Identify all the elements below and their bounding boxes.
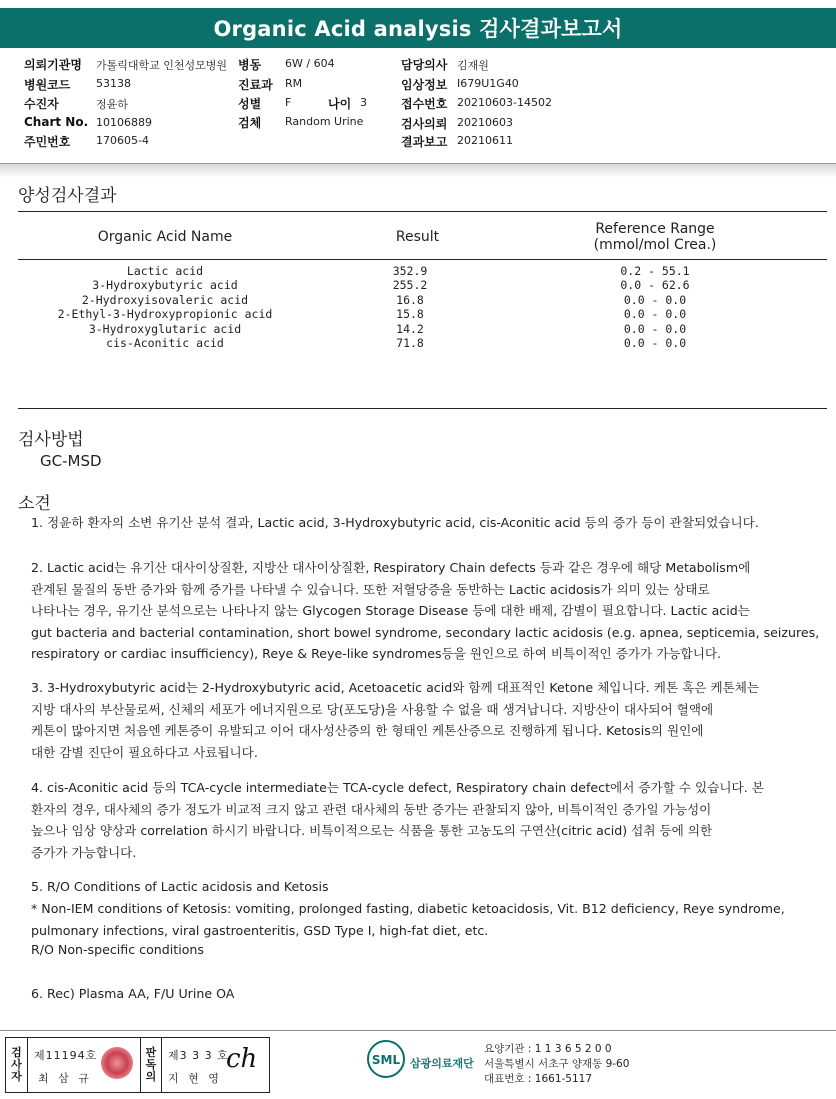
request-label: 검사의뢰 xyxy=(401,117,448,131)
hospital-code-value: 53138 xyxy=(96,77,131,90)
institution-phone: 대표번호 : 1661-5117 xyxy=(484,1073,593,1085)
finding-paragraph-3: 3. 3-Hydroxybutyric acid는 2-Hydroxybutyric acid, Acetoacetic acid와 함께 대표적인 Ketone 체입니다. 케톤 혹은 케톤체는 지방 대사의 부산물로써, 신체의 세포가 에너지원으로 당(포도당)을 사용할 수 없을 때 생겨납니다. 지방산이 대사되어 혈액에 케톤이 많아지면 처음엔 케톤증이 유발되고 이어 대사성산증의 한 형태인 케톤산증으로 진행하게 됩니다. Ketosis의 원인에 대한 감별 진단이 필요하다고 사료됩니다. xyxy=(31,680,760,760)
specimen-label: 검체 xyxy=(238,116,262,130)
result-row xyxy=(0,264,836,278)
result-value: 16.8 xyxy=(396,292,424,307)
header-reference-unit: (mmol/mol Crea.) xyxy=(593,237,717,253)
result-reference: 0.0 - 0.0 xyxy=(623,307,687,322)
resident-no-value: 170605-4 xyxy=(96,134,149,147)
result-reference: 0.0 - 0.0 xyxy=(623,292,687,307)
reader-license: 제3 3 3 호 xyxy=(168,1049,229,1062)
ward-label: 병동 xyxy=(238,58,262,72)
table-top-rule xyxy=(18,211,827,212)
patient-label: 수진자 xyxy=(24,97,59,111)
sml-logo-icon xyxy=(366,1039,406,1079)
reader-signature: ch xyxy=(226,1044,258,1074)
examiner-name: 최 삼 규 xyxy=(38,1072,92,1085)
sml-logo-name: 삼광의료재단 xyxy=(410,1057,474,1070)
resident-no-label: 주민번호 xyxy=(24,135,71,149)
examiner-license: 제11194호 xyxy=(34,1049,98,1062)
age-label: 나이 xyxy=(328,97,352,111)
finding-paragraph-2: 2. Lactic acid는 유기산 대사이상질환, 지방산 대사이상질환, Respiratory Chain defects 등과 같은 경우에 해당 Metabolism에 관계된 물질의 동반 증가와 함께 증가를 나타낼 수 있습니다. 또한 저혈당증을 동반하는 Lactic acidosis가 의미 있는 상태로 나타나는 경우, 유기산 분석으로는 나타나지 않는 Glycogen Storage Disease 등에 대한 배제, 감별이 필요합니다. Lactic acid는 gut bacteria and bacterial contamination, short bowel syndrome, secondary lactic acidosis (e.g. apnea, septicemia, seizures, respiratory or cardiac insufficiency), Reye & Reye-like syndromes등을 원인으로 하여 비특이적인 증가가 가능합니다. xyxy=(31,560,820,661)
report-date-label: 결과보고 xyxy=(401,135,448,149)
sex-value: F xyxy=(285,96,292,109)
vertical-label-char: 독 xyxy=(145,1058,157,1071)
vertical-label-char: 검 xyxy=(11,1046,22,1059)
result-value: 14.2 xyxy=(396,321,424,336)
report-footer xyxy=(0,1030,836,1099)
clinical-info-label: 임상정보 xyxy=(401,78,448,92)
clinical-info-value: I679U1G40 xyxy=(457,77,519,90)
vertical-label-char: 판 xyxy=(145,1046,157,1059)
sex-label: 성별 xyxy=(238,97,262,111)
signature-box xyxy=(5,1037,270,1093)
request-value: 20210603 xyxy=(457,116,513,129)
finding-paragraph-1: 1. 정윤하 환자의 소변 유기산 분석 결과, Lactic acid, 3-Hydroxybutyric acid, cis-Aconitic acid 등의 증가 등이 관찰되었습니다. xyxy=(31,515,759,530)
result-reference: 0.0 - 0.0 xyxy=(623,321,687,336)
patient-value: 정윤하 xyxy=(96,98,128,111)
finding-paragraph-4: 4. cis-Aconitic acid 등의 TCA-cycle intermediate는 TCA-cycle defect, Respiratory chain defect에서 증가할 수 있습니다. 본 환자의 경우, 대사체의 증가 정도가 비교적 크지 않고 관련 대사체의 동반 증가는 관찰되지 않아, 비특이적인 증가일 가능성이 높으나 임상 양상과 correlation 하시기 바랍니다. 비특이적으로는 식품을 통한 고농도의 구연산(citric acid) 섭취 등에 의한 증가가 가능합니다. xyxy=(31,780,764,860)
table-header-rule xyxy=(18,259,827,260)
result-acid-name: 3-Hydroxybutyric acid xyxy=(92,278,238,293)
result-value: 352.9 xyxy=(392,264,428,278)
institution-code: 요양기관 : 1 1 3 6 5 2 0 0 xyxy=(484,1043,612,1055)
result-acid-name: cis-Aconitic acid xyxy=(106,336,224,350)
method-value: GC-MSD xyxy=(40,452,102,470)
reader-name: 지 현 영 xyxy=(168,1072,222,1085)
result-value: 255.2 xyxy=(392,278,428,293)
report-title: Organic Acid analysis 검사결과보고서 xyxy=(0,8,836,48)
divider-shadow xyxy=(0,164,836,178)
result-reference: 0.2 - 55.1 xyxy=(620,264,690,278)
result-row xyxy=(0,336,836,350)
result-acid-name: 2-Hydroxyisovaleric acid xyxy=(81,292,249,307)
patient-info-block xyxy=(0,48,836,164)
header-acid-name: Organic Acid Name xyxy=(97,229,233,245)
vertical-label-char: 사 xyxy=(11,1058,22,1071)
institution-value: 가톨릭대학교 인천성모병원 xyxy=(96,59,228,72)
doctor-label: 담당의사 xyxy=(401,58,448,72)
receipt-label: 접수번호 xyxy=(401,97,448,111)
receipt-value: 20210603-14502 xyxy=(457,96,552,109)
examiner-label xyxy=(6,1038,28,1092)
header-reference-range: Reference Range xyxy=(595,221,715,237)
result-acid-name: 3-Hydroxyglutaric acid xyxy=(88,321,242,336)
finding-paragraph-5-detail: * Non-IEM conditions of Ketosis: vomiting, prolonged fasting, diabetic ketoacidosis, Vit. B12 deficiency, Reye syndrome, pulmonary infections, viral gastroenteritis, GSD Type I, high-fat diet, etc. xyxy=(31,901,785,938)
chart-no-value: 10106889 xyxy=(96,116,152,129)
dept-label: 진료과 xyxy=(238,78,273,92)
examiner-seal xyxy=(101,1047,133,1079)
result-reference: 0.0 - 0.0 xyxy=(623,336,687,350)
age-value: 3 xyxy=(360,96,367,109)
result-row xyxy=(0,307,836,321)
report-date-value: 20210611 xyxy=(457,134,513,147)
finding-paragraph-5-title: 5. R/O Conditions of Lactic acidosis and Ketosis xyxy=(31,879,329,894)
table-bottom-rule xyxy=(18,408,827,409)
finding-paragraph-5-nonspecific: R/O Non-specific conditions xyxy=(31,942,204,957)
chart-no-label: Chart No. xyxy=(24,115,89,129)
result-value: 71.8 xyxy=(396,336,424,350)
ward-value: 6W / 604 xyxy=(285,57,335,70)
vertical-label-char: 자 xyxy=(11,1070,22,1083)
result-reference: 0.0 - 62.6 xyxy=(620,278,690,293)
method-title: 검사방법 xyxy=(18,430,84,450)
institution-address: 서울특별시 서초구 양재동 9-60 xyxy=(484,1058,630,1070)
vertical-label-char: 의 xyxy=(145,1070,157,1083)
finding-paragraph-6: 6. Rec) Plasma AA, F/U Urine OA xyxy=(31,986,235,1001)
dept-value: RM xyxy=(285,77,303,90)
result-row xyxy=(0,278,836,292)
doctor-value: 김재원 xyxy=(457,59,489,72)
hospital-code-label: 병원코드 xyxy=(24,78,71,92)
positive-results-title: 양성검사결과 xyxy=(18,186,117,206)
result-row xyxy=(0,322,836,336)
result-value: 15.8 xyxy=(396,307,424,322)
reader-label xyxy=(140,1038,162,1092)
result-acid-name: 2-Ethyl-3-Hydroxypropionic acid xyxy=(57,307,273,322)
findings-title: 소견 xyxy=(18,494,51,514)
sml-logo-mark: SML xyxy=(371,1053,401,1067)
result-row xyxy=(0,293,836,307)
specimen-value: Random Urine xyxy=(285,115,364,128)
institution-label: 의뢰기관명 xyxy=(24,58,82,72)
result-acid-name: Lactic acid xyxy=(126,264,204,278)
header-result: Result xyxy=(395,229,440,245)
